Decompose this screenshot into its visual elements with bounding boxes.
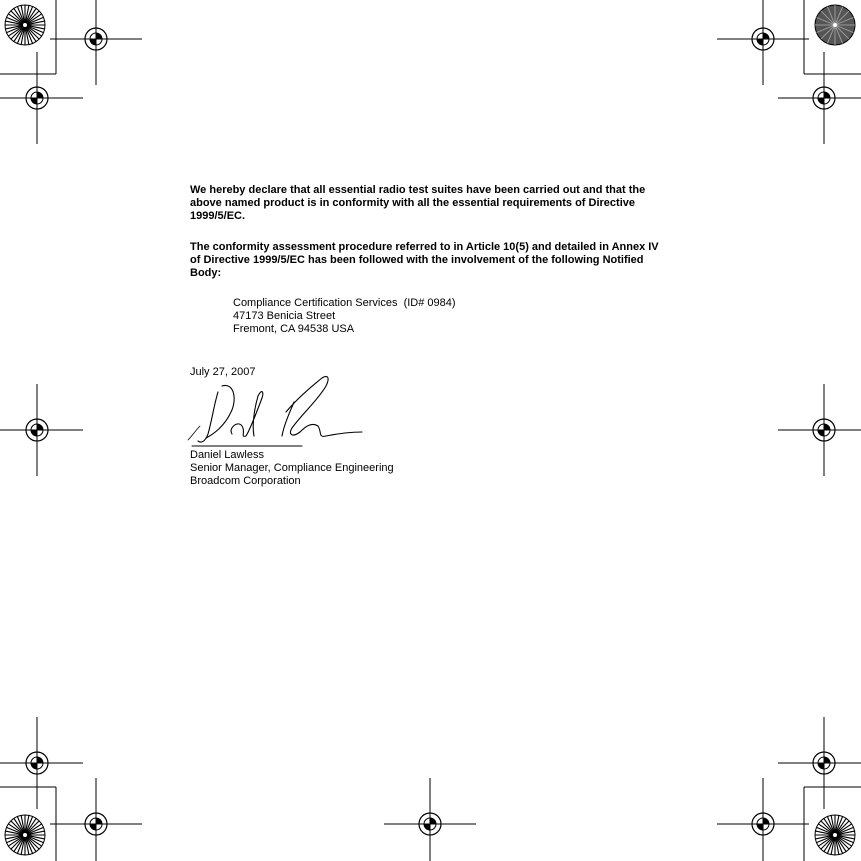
text-line: Body: (190, 267, 222, 279)
text-line: above named product is in conformity with all the essential requirements of Directive (190, 197, 635, 209)
text-line: We hereby declare that all essential radio test suites have been carried out and that the (190, 184, 646, 196)
notified-body-name: Compliance Certification Services (ID# 0984) (233, 297, 456, 309)
notified-body-city: Fremont, CA 94538 USA (233, 323, 355, 335)
signatory-title: Senior Manager, Compliance Engineering (190, 462, 394, 474)
text-line: 1999/5/EC. (190, 210, 246, 222)
notified-body-street: 47173 Benicia Street (233, 310, 336, 322)
text-line: of Directive 1999/5/EC has been followed with the involvement of the following Notified (190, 254, 644, 266)
signatory-company: Broadcom Corporation (190, 475, 301, 487)
document-date: July 27, 2007 (190, 366, 256, 378)
text-line: The conformity assessment procedure referred to in Article 10(5) and detailed in Annex IV (190, 241, 659, 253)
signatory-name: Daniel Lawless (190, 449, 264, 461)
signatory-block (190, 449, 394, 488)
